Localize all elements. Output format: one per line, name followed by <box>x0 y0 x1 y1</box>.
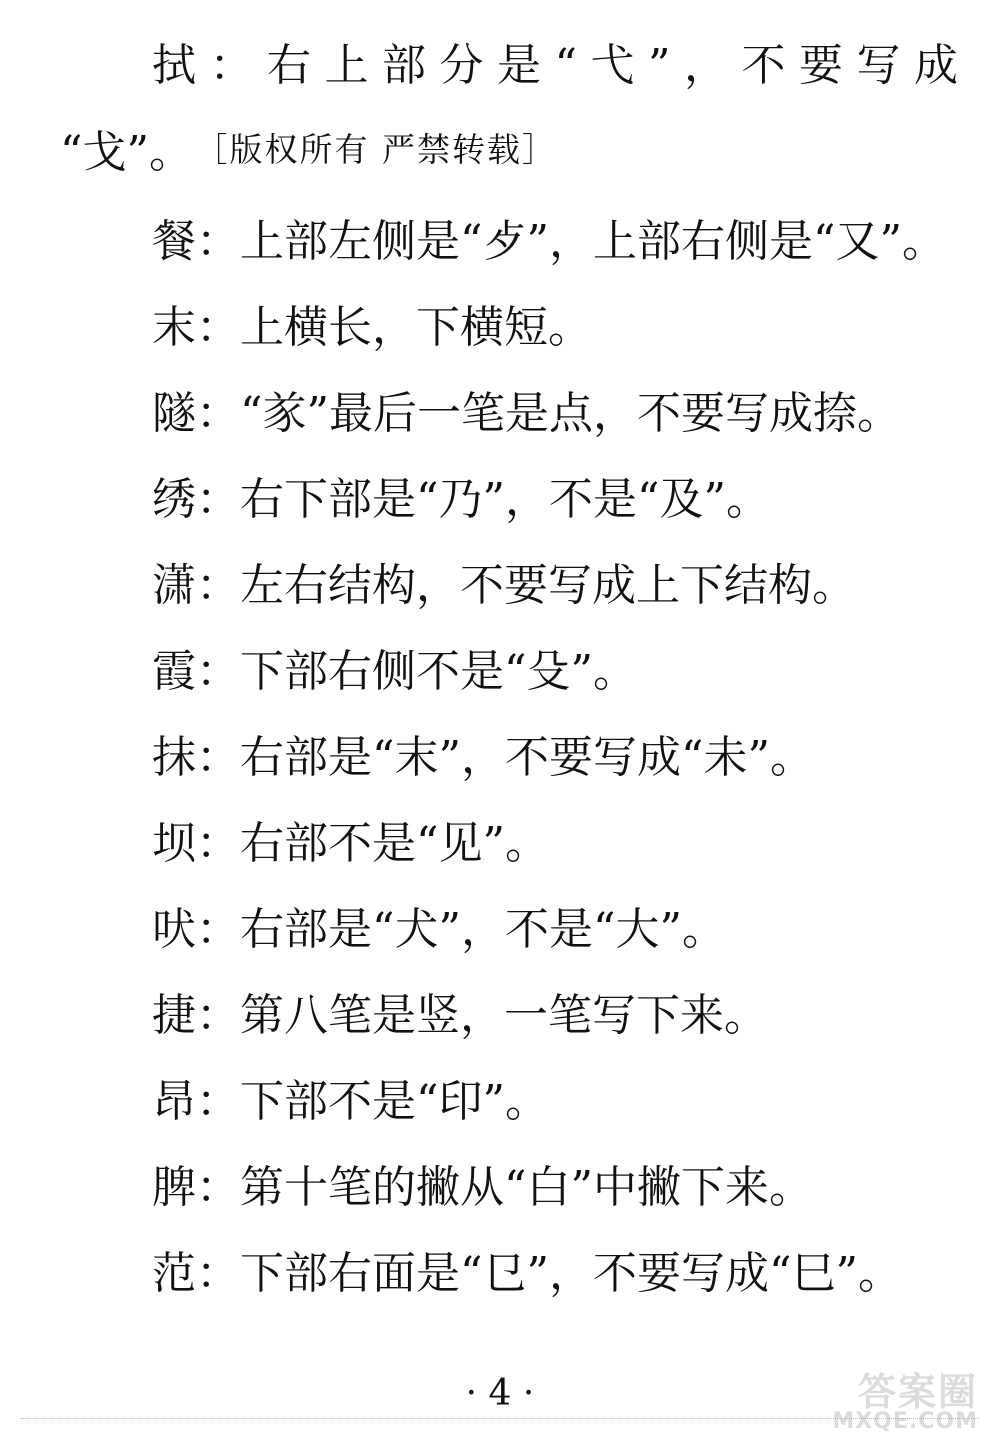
entry-pi: 脾：第十笔的撇从“白”中撇下来。 <box>152 1162 813 1213</box>
entry-ang: 昂：下部不是“印”。 <box>152 1076 549 1127</box>
page-number: · 4 · <box>465 1373 535 1414</box>
watermark-top-text: 答案圈 <box>857 1370 978 1414</box>
watermark-logo <box>808 1372 978 1434</box>
copyright-note: ［版权所有 严禁转载］ <box>211 130 557 169</box>
entry-ba: 坝：右部不是“见”。 <box>152 818 549 869</box>
entry-xiu: 绣：右下部是“乃”，不是“及”。 <box>152 474 770 525</box>
entry-jie: 捷：第八笔是竖，一笔写下来。 <box>152 990 768 1041</box>
entry-line-2 <box>60 120 557 180</box>
entry-xiao: 潇：左右结构，不要写成上下结构。 <box>152 560 856 611</box>
entry-mo: 末：上横长，下横短。 <box>152 302 592 353</box>
entry-xia: 霞：下部右侧不是“殳”。 <box>152 646 637 697</box>
entry-sui: 隧：“㒸”最后一笔是点，不要写成捺。 <box>152 388 901 439</box>
entry-can: 餐：上部左侧是“歺”，上部右侧是“又”。 <box>152 216 946 267</box>
watermark-bottom-text: MXQE.COM <box>832 1409 978 1434</box>
entry-continuation: “戈”。 <box>60 127 193 178</box>
entry-line-1: 拭：右上部分是“弋”，不要写成 <box>152 40 958 91</box>
entry-fei: 吠：右部是“犬”，不是“大”。 <box>152 904 726 955</box>
entry-mo2: 抹：右部是“末”，不要写成“未”。 <box>152 732 814 783</box>
entry-fan: 范：下部右面是“㔾”，不要写成“巳”。 <box>152 1248 902 1299</box>
